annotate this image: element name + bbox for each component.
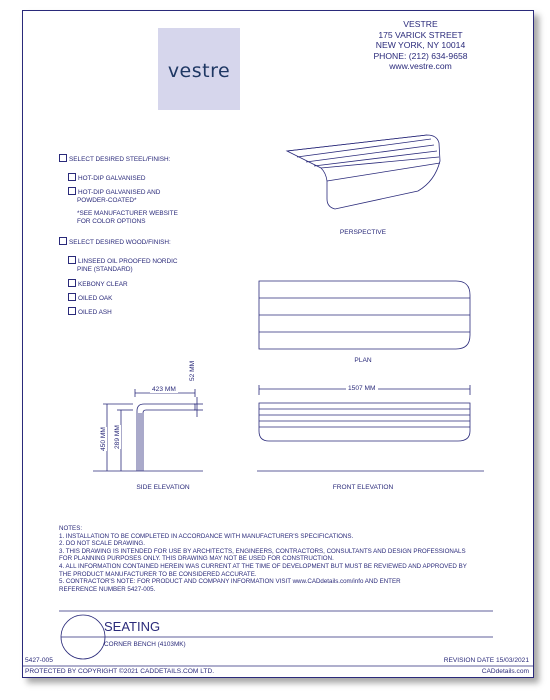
checkbox-icon[interactable]	[68, 279, 76, 287]
option-kebony-clear[interactable]: KEBONY CLEAR	[68, 279, 128, 289]
revision-date: REVISION DATE 15/03/2021	[443, 657, 529, 664]
checkbox-icon[interactable]	[68, 293, 76, 301]
company-website: www.vestre.com	[389, 61, 452, 71]
note-line: REFERENCE NUMBER 5427-005.	[59, 585, 156, 593]
company-street: 175 VARICK STREET	[378, 29, 463, 40]
option-oiled-oak[interactable]: OILED OAK	[68, 293, 112, 303]
dimension-front-length: 1507 MM	[348, 385, 376, 392]
checkbox-icon[interactable]	[59, 154, 67, 162]
checkbox-icon[interactable]	[68, 256, 76, 264]
note-line: 1. INSTALLATION TO BE COMPLETED IN ACCORDANCE WITH MANUFACTURER'S SPECIFICATIONS.	[59, 532, 354, 540]
note-line: 2. DO NOT SCALE DRAWING.	[59, 540, 145, 548]
dimension-side-thickness: 52 MM	[189, 360, 196, 381]
notes-block	[59, 525, 529, 593]
note-line: 3. THIS DRAWING IS INTENDED FOR USE BY ARCHITECTS, ENGINEERS, CONTRACTORS, CONSULTANTS AND DESIGN PROFESSIONALS	[59, 547, 466, 555]
side-elevation-label: SIDE ELEVATION	[136, 484, 190, 491]
plan-drawing	[259, 281, 470, 349]
checkbox-icon[interactable]	[59, 237, 67, 245]
note-line: 4. ALL INFORMATION CONTAINED HEREIN WAS CURRENT AT THE TIME OF DEVELOPMENT BUT MUST BE REVIEWED AND APPROVED BY	[59, 562, 467, 570]
company-info	[323, 19, 518, 72]
drawing-subtitle: CORNER BENCH (4103MK)	[104, 641, 186, 648]
option-hot-dip-powder-coated[interactable]: HOT-DIP GALVANISED AND POWDER-COATED*	[68, 187, 160, 204]
caddetails-brand[interactable]: CADdetails.com	[481, 668, 529, 675]
checkbox-icon[interactable]	[68, 307, 76, 315]
reference-number: 5427-005	[25, 657, 53, 664]
drawing-sheet	[22, 10, 534, 678]
vestre-logo	[158, 28, 240, 110]
front-elevation-label: FRONT ELEVATION	[332, 484, 394, 491]
note-line: THE PRODUCT MANUFACTURER TO BE CONSIDERED ACCURATE.	[59, 570, 257, 578]
drawing-title: SEATING	[104, 619, 161, 634]
dimension-side-height: 450 MM	[100, 427, 107, 451]
note-line: FOR PLANNING PURPOSES ONLY. THIS DRAWING MAY NOT BE USED FOR CONSTRUCTION.	[59, 555, 334, 563]
option-hot-dip-galvanised[interactable]: HOT-DIP GALVANISED	[68, 173, 145, 183]
copyright-notice: PROTECTED BY COPYRIGHT ©2021 CADDETAILS.COM LTD.	[25, 668, 215, 675]
notes-heading: NOTES:	[59, 525, 83, 532]
wood-finish-heading[interactable]: SELECT DESIRED WOOD/FINISH:	[59, 237, 171, 247]
perspective-label: PERSPECTIVE	[339, 229, 387, 236]
option-linseed-pine[interactable]: LINSEED OIL PROOFED NORDIC PINE (STANDARD)	[68, 256, 178, 273]
checkbox-icon[interactable]	[68, 187, 76, 195]
dimension-side-depth: 423 MM	[152, 386, 176, 393]
steel-color-note: *SEE MANUFACTURER WEBSITE FOR COLOR OPTIONS	[77, 210, 178, 225]
side-elevation-drawing	[93, 389, 203, 471]
company-city: NEW YORK, NY 10014	[375, 40, 466, 50]
option-oiled-ash[interactable]: OILED ASH	[68, 307, 112, 317]
perspective-drawing	[287, 135, 440, 209]
note-line: 5. CONTRACTOR'S NOTE: FOR PRODUCT AND COMPANY INFORMATION VISIT www.CADdetails.com/info AND ENTER	[59, 578, 401, 586]
logo-text: vestre	[167, 60, 231, 82]
plan-label: PLAN	[354, 357, 372, 364]
dimension-side-inner-height: 289 MM	[114, 425, 121, 449]
steel-finish-heading[interactable]: SELECT DESIRED STEEL/FINISH:	[59, 154, 170, 164]
company-phone: PHONE: (212) 634-9658	[373, 50, 468, 61]
company-name: VESTRE	[403, 19, 438, 29]
front-elevation-drawing	[257, 385, 484, 471]
checkbox-icon[interactable]	[68, 173, 76, 181]
